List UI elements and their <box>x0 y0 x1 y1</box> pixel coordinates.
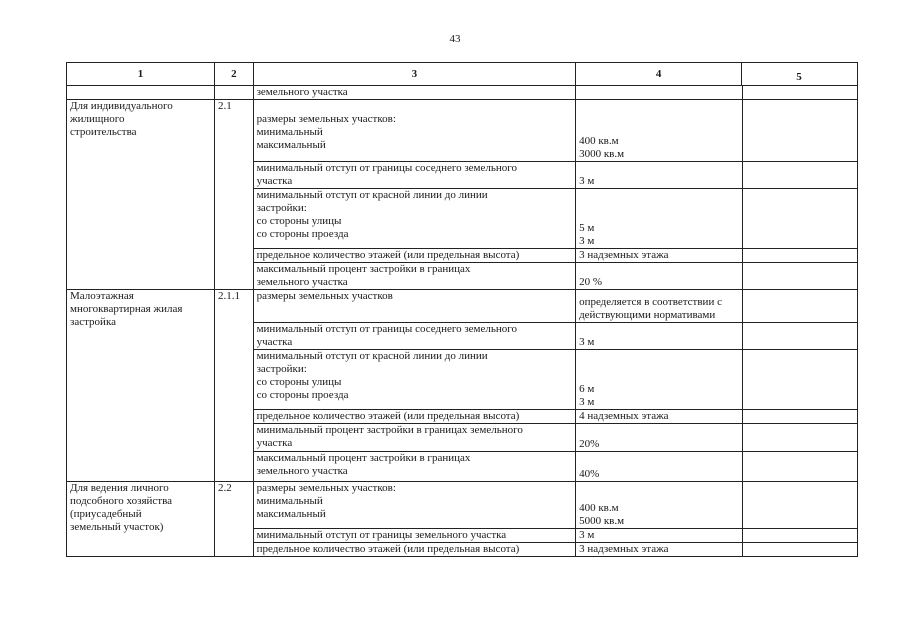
note-cell <box>743 162 858 189</box>
cell-line: 6 м <box>579 383 595 395</box>
note-cell <box>743 323 858 350</box>
value-cell <box>576 410 743 424</box>
cell-line: подсобного хозяйства <box>70 495 173 507</box>
parameter-cell <box>253 100 575 162</box>
cell-line: 5000 кв.м <box>579 515 625 527</box>
use-type-name <box>67 290 215 482</box>
cell-line: минимальный отступ от границы соседнего земельного <box>256 162 518 174</box>
cell-line: 3 м <box>579 336 595 348</box>
cell-line: максимальный <box>256 139 326 151</box>
regulations-table <box>66 62 858 557</box>
cell-line: застройки: <box>256 363 307 375</box>
value-cell <box>576 350 743 410</box>
cell-line: со стороны улицы <box>256 215 342 227</box>
cell-line: (приусадебный <box>70 508 142 520</box>
parameter-cell <box>253 162 575 189</box>
note-cell <box>743 290 858 323</box>
cell-line <box>579 196 739 209</box>
header-row <box>67 63 858 86</box>
cell-line: Для ведения личного <box>70 482 169 494</box>
value-cell <box>576 529 743 543</box>
parameter-cell <box>253 410 575 424</box>
cell-line: минимальный отступ от красной линии до линии <box>256 350 488 362</box>
cell-line: Малоэтажная <box>70 290 134 302</box>
cell-line: 3000 кв.м <box>579 148 625 160</box>
cell-line: строительства <box>70 126 137 138</box>
cell-line <box>579 489 739 502</box>
parameter-cell <box>253 189 575 249</box>
use-type-code: 2.1 <box>215 100 254 290</box>
cell-line: 20% <box>579 438 600 450</box>
parameter-cell <box>253 350 575 410</box>
value-cell <box>576 249 743 263</box>
continuation-row <box>67 86 858 100</box>
table-row <box>67 100 858 162</box>
note-cell <box>743 410 858 424</box>
parameter-cell <box>253 543 575 557</box>
cell-line: 400 кв.м <box>579 502 619 514</box>
cell-line: 3 надземных этажа <box>579 249 669 261</box>
parameter-cell <box>253 323 575 350</box>
cell-line: 4 надземных этажа <box>579 410 669 422</box>
cell-line: застройка <box>70 316 116 328</box>
cell-line: минимальный <box>256 126 323 138</box>
use-type-code: 2.2 <box>215 482 254 557</box>
cell-line: участка <box>256 437 293 449</box>
cell-line: многоквартирная жилая <box>70 303 183 315</box>
value-cell <box>576 323 743 350</box>
header-col-2: 2 <box>215 63 254 86</box>
cell-line: земельного участка <box>256 276 348 288</box>
cell-line: земельный участок) <box>70 521 164 533</box>
cell-line <box>579 109 739 122</box>
value-cell <box>576 290 743 323</box>
table-row <box>67 290 858 323</box>
cell-line: 400 кв.м <box>579 135 619 147</box>
cell-line: предельное количество этажей (или предельная высота) <box>256 249 520 261</box>
cell-line: размеры земельных участков <box>256 290 393 302</box>
header-col-3: 3 <box>253 63 575 86</box>
header-col-4: 4 <box>655 68 662 80</box>
value-cell <box>576 482 743 529</box>
cell-line: со стороны проезда <box>256 389 349 401</box>
note-cell <box>743 189 858 249</box>
use-type-code: 2.1.1 <box>215 290 254 482</box>
cell-line: 20 % <box>579 276 602 288</box>
cell-line: минимальный <box>256 495 323 507</box>
cell-line: минимальный процент застройки в границах земельного <box>256 424 523 436</box>
note-cell <box>743 482 858 529</box>
parameter-cell <box>253 249 575 263</box>
cell-line: действующими нормативами <box>579 309 716 321</box>
cell-line: максимальный процент застройки в границах <box>256 452 471 464</box>
cell-line: предельное количество этажей (или предельная высота) <box>256 543 520 555</box>
table-row <box>67 482 858 529</box>
cell-line: 40% <box>579 468 600 480</box>
cell-line: застройки: <box>256 202 307 214</box>
cell-line: минимальный отступ от границы земельного участка <box>256 529 507 541</box>
value-cell <box>576 263 743 290</box>
parameter-cell <box>253 424 575 452</box>
note-cell <box>743 529 858 543</box>
note-cell <box>743 100 858 162</box>
header-col-1: 1 <box>67 63 215 86</box>
cell-line: минимальный отступ от границы соседнего земельного <box>256 323 518 335</box>
value-cell <box>576 100 743 162</box>
note-cell <box>743 543 858 557</box>
cell-line <box>257 100 572 113</box>
cell-line: участка <box>256 175 293 187</box>
parameter-cell <box>253 263 575 290</box>
continuation-text: земельного участка <box>253 86 575 100</box>
cell-line <box>579 209 739 222</box>
note-cell <box>743 263 858 290</box>
cell-line: минимальный отступ от красной линии до линии <box>256 189 488 201</box>
value-cell <box>576 162 743 189</box>
cell-line: участка <box>256 336 293 348</box>
cell-line: определяется в соответствии с <box>579 296 722 308</box>
cell-line: размеры земельных участков: <box>256 113 396 125</box>
cell-line: 3 м <box>579 175 595 187</box>
cell-line <box>579 370 739 383</box>
cell-line <box>579 122 739 135</box>
cell-line: 3 м <box>579 396 595 408</box>
cell-line: 5 м <box>579 222 595 234</box>
cell-line: Для индивидуального <box>70 100 173 112</box>
note-cell <box>743 249 858 263</box>
value-cell <box>576 452 743 482</box>
cell-line: максимальный <box>256 508 326 520</box>
parameter-cell <box>253 529 575 543</box>
header-col-4-5 <box>576 63 858 86</box>
use-type-name <box>67 100 215 290</box>
parameter-cell <box>253 482 575 529</box>
note-cell <box>743 452 858 482</box>
value-cell <box>576 189 743 249</box>
use-type-name <box>67 482 215 557</box>
parameter-cell <box>253 290 575 323</box>
cell-line: земельного участка <box>256 465 348 477</box>
cell-line: 3 надземных этажа <box>579 543 669 555</box>
cell-line: 3 м <box>579 529 595 541</box>
note-cell <box>743 350 858 410</box>
cell-line: со стороны улицы <box>256 376 342 388</box>
value-cell <box>576 424 743 452</box>
cell-line: 3 м <box>579 235 595 247</box>
parameter-cell <box>253 452 575 482</box>
cell-line: предельное количество этажей (или предельная высота) <box>256 410 520 422</box>
cell-line: размеры земельных участков: <box>256 482 396 494</box>
cell-line: со стороны проезда <box>256 228 349 240</box>
cell-line: максимальный процент застройки в границах <box>256 263 471 275</box>
cell-line: жилищного <box>70 113 125 125</box>
value-cell <box>576 543 743 557</box>
header-col-5: 5 <box>796 71 802 83</box>
page-number: 43 <box>449 33 461 45</box>
note-cell <box>743 424 858 452</box>
